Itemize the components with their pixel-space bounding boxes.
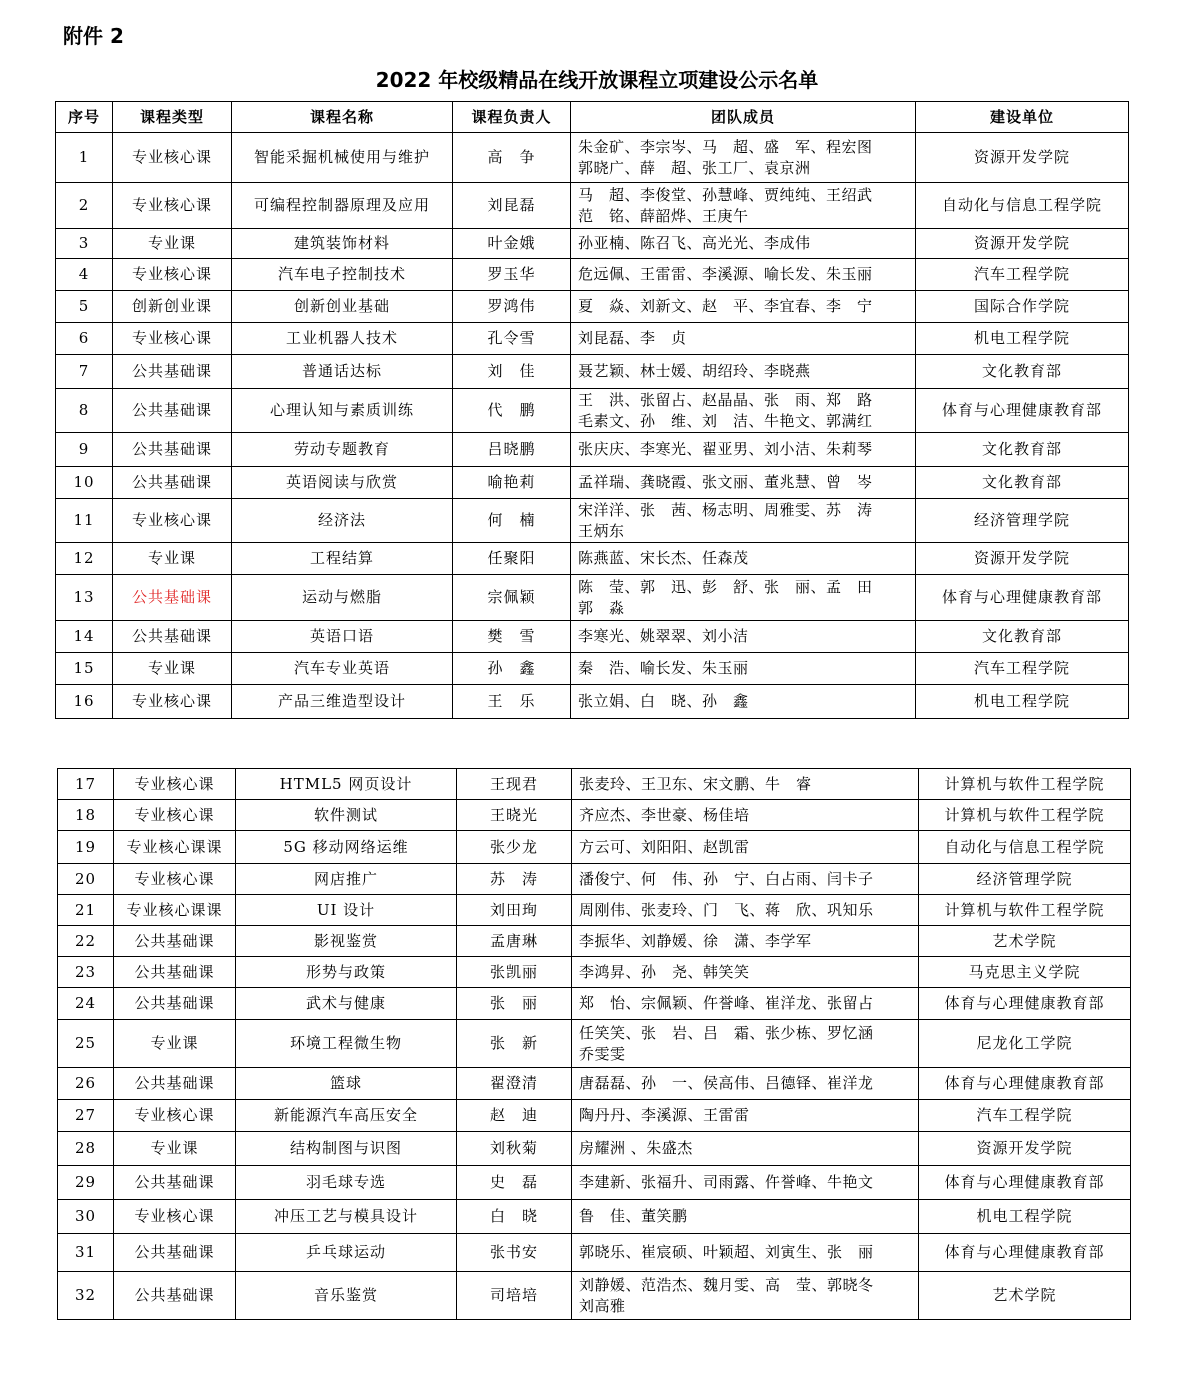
cell-type: 公共基础课 bbox=[114, 957, 236, 988]
cell-members bbox=[571, 499, 916, 543]
cell-course-name: 羽毛球专选 bbox=[236, 1166, 457, 1200]
cell-no: 10 bbox=[56, 467, 113, 499]
cell-leader: 吕晓鹏 bbox=[453, 433, 571, 467]
member-line: 郭晓乐、崔宸硕、叶颖超、刘寅生、张 丽 bbox=[579, 1243, 874, 1261]
cell-course-name: 影视鉴赏 bbox=[236, 926, 457, 957]
cell-course-name: 篮球 bbox=[236, 1068, 457, 1100]
table-row bbox=[58, 1100, 1131, 1132]
cell-members bbox=[572, 1068, 919, 1100]
cell-unit: 机电工程学院 bbox=[916, 685, 1129, 719]
member-line: 郑 怡、宗佩颖、仵誉峰、崔洋龙、张留占 bbox=[579, 994, 874, 1012]
cell-course-name: 乒乓球运动 bbox=[236, 1234, 457, 1272]
cell-members bbox=[571, 133, 916, 183]
cell-leader: 叶金娥 bbox=[453, 229, 571, 259]
cell-unit: 艺术学院 bbox=[919, 926, 1131, 957]
member-line: 张立娟、白 晓、孙 鑫 bbox=[578, 692, 749, 710]
col-header-type: 课程类型 bbox=[113, 102, 232, 133]
cell-course-name: 网店推广 bbox=[236, 864, 457, 895]
cell-no: 8 bbox=[56, 389, 113, 433]
course-table-part-1 bbox=[55, 101, 1129, 719]
cell-no: 6 bbox=[56, 323, 113, 355]
table-row bbox=[56, 621, 1129, 653]
cell-course-name: 工程结算 bbox=[232, 543, 453, 575]
member-line: 孟祥瑞、龚晓霞、张文丽、董兆慧、曾 岑 bbox=[578, 473, 873, 491]
cell-course-name: 工业机器人技术 bbox=[232, 323, 453, 355]
table-row bbox=[56, 259, 1129, 291]
cell-members bbox=[571, 291, 916, 323]
cell-course-name: 武术与健康 bbox=[236, 988, 457, 1020]
cell-unit: 体育与心理健康教育部 bbox=[919, 1166, 1131, 1200]
cell-leader: 刘 佳 bbox=[453, 355, 571, 389]
cell-no: 16 bbox=[56, 685, 113, 719]
member-line: 李寒光、姚翠翠、刘小洁 bbox=[578, 627, 749, 645]
table-row bbox=[56, 133, 1129, 183]
cell-leader: 苏 涛 bbox=[457, 864, 572, 895]
cell-type: 专业核心课 bbox=[113, 685, 232, 719]
table-row bbox=[56, 685, 1129, 719]
member-line: 王炳东 bbox=[578, 521, 625, 540]
cell-unit: 文化教育部 bbox=[916, 433, 1129, 467]
cell-members bbox=[572, 1166, 919, 1200]
cell-leader: 刘秋菊 bbox=[457, 1132, 572, 1166]
table-row bbox=[58, 1272, 1131, 1320]
cell-type: 专业核心课 bbox=[114, 1200, 236, 1234]
cell-members bbox=[572, 926, 919, 957]
table-row bbox=[56, 389, 1129, 433]
member-line: 宋洋洋、张 茜、杨志明、周雅雯、苏 涛 bbox=[578, 500, 873, 519]
col-header-unit: 建设单位 bbox=[916, 102, 1129, 133]
cell-members bbox=[572, 988, 919, 1020]
cell-course-name: 英语口语 bbox=[232, 621, 453, 653]
cell-no: 18 bbox=[58, 800, 114, 831]
member-line: 秦 浩、喻长发、朱玉丽 bbox=[578, 659, 749, 677]
cell-type: 专业核心课课 bbox=[114, 895, 236, 926]
member-line: 任笑笑、张 岩、吕 霜、张少栋、罗忆涵 bbox=[579, 1023, 874, 1042]
cell-leader: 罗鸿伟 bbox=[453, 291, 571, 323]
cell-no: 11 bbox=[56, 499, 113, 543]
cell-members bbox=[571, 433, 916, 467]
page-title: 2022 年校级精品在线开放课程立项建设公示名单 bbox=[375, 68, 819, 92]
col-header-members: 团队成员 bbox=[571, 102, 916, 133]
member-line: 毛素文、孙 维、刘 洁、牛艳文、郭满红 bbox=[578, 411, 873, 430]
cell-course-name: 劳动专题教育 bbox=[232, 433, 453, 467]
cell-type: 专业核心课 bbox=[113, 183, 232, 229]
table-row bbox=[58, 800, 1131, 831]
table-row bbox=[56, 499, 1129, 543]
cell-leader: 孟唐琳 bbox=[457, 926, 572, 957]
cell-no: 31 bbox=[58, 1234, 114, 1272]
table-row bbox=[56, 355, 1129, 389]
cell-type: 创新创业课 bbox=[113, 291, 232, 323]
col-header-no: 序号 bbox=[56, 102, 113, 133]
cell-type: 公共基础课 bbox=[113, 433, 232, 467]
cell-course-name: 软件测试 bbox=[236, 800, 457, 831]
table-row bbox=[56, 433, 1129, 467]
cell-no: 25 bbox=[58, 1020, 114, 1068]
cell-no: 28 bbox=[58, 1132, 114, 1166]
cell-leader: 樊 雪 bbox=[453, 621, 571, 653]
cell-unit: 马克思主义学院 bbox=[919, 957, 1131, 988]
table-row bbox=[58, 864, 1131, 895]
cell-unit: 自动化与信息工程学院 bbox=[916, 183, 1129, 229]
cell-members bbox=[571, 653, 916, 685]
cell-members bbox=[571, 259, 916, 291]
cell-type: 专业核心课课 bbox=[114, 831, 236, 864]
cell-course-name: UI 设计 bbox=[236, 895, 457, 926]
cell-course-name: 智能采掘机械使用与维护 bbox=[232, 133, 453, 183]
cell-no: 27 bbox=[58, 1100, 114, 1132]
cell-type: 公共基础课 bbox=[114, 1068, 236, 1100]
member-line: 陶丹丹、李溪源、王雷雷 bbox=[579, 1106, 750, 1124]
cell-unit: 文化教育部 bbox=[916, 621, 1129, 653]
cell-leader: 张凯丽 bbox=[457, 957, 572, 988]
cell-leader: 任聚阳 bbox=[453, 543, 571, 575]
cell-no: 30 bbox=[58, 1200, 114, 1234]
cell-leader: 孔令雪 bbox=[453, 323, 571, 355]
cell-unit: 经济管理学院 bbox=[916, 499, 1129, 543]
cell-leader: 司培培 bbox=[457, 1272, 572, 1320]
cell-leader: 孙 鑫 bbox=[453, 653, 571, 685]
cell-unit: 国际合作学院 bbox=[916, 291, 1129, 323]
table-row bbox=[58, 895, 1131, 926]
table-row bbox=[58, 1234, 1131, 1272]
cell-members bbox=[571, 323, 916, 355]
col-header-name: 课程名称 bbox=[232, 102, 453, 133]
cell-type: 专业课 bbox=[114, 1132, 236, 1166]
cell-unit: 体育与心理健康教育部 bbox=[916, 575, 1129, 621]
cell-no: 26 bbox=[58, 1068, 114, 1100]
cell-type: 专业课 bbox=[113, 653, 232, 685]
member-line: 孙亚楠、陈召飞、高光光、李成伟 bbox=[578, 234, 811, 252]
table-row bbox=[58, 1166, 1131, 1200]
member-line: 陈 莹、郭 迅、彭 舒、张 丽、孟 田 bbox=[578, 577, 873, 596]
cell-no: 29 bbox=[58, 1166, 114, 1200]
cell-leader: 张 新 bbox=[457, 1020, 572, 1068]
member-line: 危远佩、王雷雷、李溪源、喻长发、朱玉丽 bbox=[578, 265, 873, 283]
cell-no: 9 bbox=[56, 433, 113, 467]
cell-type: 公共基础课 bbox=[114, 1272, 236, 1320]
table-row bbox=[58, 957, 1131, 988]
cell-members bbox=[572, 769, 919, 800]
table-row bbox=[56, 291, 1129, 323]
cell-course-name: 环境工程微生物 bbox=[236, 1020, 457, 1068]
cell-leader: 刘田珣 bbox=[457, 895, 572, 926]
member-line: 乔雯雯 bbox=[579, 1044, 626, 1063]
member-line: 刘高雅 bbox=[579, 1296, 626, 1315]
member-line: 夏 焱、刘新文、赵 平、李宜春、李 宁 bbox=[578, 297, 873, 315]
cell-leader: 王 乐 bbox=[453, 685, 571, 719]
cell-type: 公共基础课 bbox=[113, 575, 232, 621]
table-row bbox=[58, 831, 1131, 864]
cell-course-name: HTML5 网页设计 bbox=[236, 769, 457, 800]
member-line: 王 洪、张留占、赵晶晶、张 雨、郑 路 bbox=[578, 390, 873, 409]
cell-unit: 汽车工程学院 bbox=[916, 259, 1129, 291]
table-row bbox=[58, 1068, 1131, 1100]
cell-unit: 计算机与软件工程学院 bbox=[919, 769, 1131, 800]
cell-unit: 体育与心理健康教育部 bbox=[916, 389, 1129, 433]
cell-members bbox=[571, 685, 916, 719]
cell-no: 5 bbox=[56, 291, 113, 323]
member-line: 齐应杰、李世豪、杨佳培 bbox=[579, 805, 750, 824]
cell-members bbox=[572, 864, 919, 895]
cell-unit: 经济管理学院 bbox=[919, 864, 1131, 895]
cell-type: 公共基础课 bbox=[113, 389, 232, 433]
cell-no: 13 bbox=[56, 575, 113, 621]
table-row bbox=[56, 467, 1129, 499]
table-row bbox=[56, 229, 1129, 259]
cell-no: 3 bbox=[56, 229, 113, 259]
member-line: 马 超、李俊堂、孙慧峰、贾纯纯、王绍武 bbox=[578, 185, 873, 204]
course-table-part-2 bbox=[57, 768, 1131, 1320]
cell-no: 2 bbox=[56, 183, 113, 229]
table-row bbox=[56, 653, 1129, 685]
cell-no: 32 bbox=[58, 1272, 114, 1320]
cell-members bbox=[571, 621, 916, 653]
cell-unit: 汽车工程学院 bbox=[919, 1100, 1131, 1132]
cell-unit: 资源开发学院 bbox=[916, 133, 1129, 183]
member-line: 聂艺颖、林士媛、胡绍玲、李晓燕 bbox=[578, 362, 811, 380]
cell-leader: 罗玉华 bbox=[453, 259, 571, 291]
cell-leader: 王晓光 bbox=[457, 800, 572, 831]
cell-type: 公共基础课 bbox=[114, 1234, 236, 1272]
cell-no: 15 bbox=[56, 653, 113, 685]
cell-unit: 艺术学院 bbox=[919, 1272, 1131, 1320]
table-row bbox=[56, 323, 1129, 355]
member-line: 李鸿昇、孙 尧、韩笑笑 bbox=[579, 962, 750, 981]
cell-unit: 资源开发学院 bbox=[916, 543, 1129, 575]
cell-no: 12 bbox=[56, 543, 113, 575]
cell-leader: 白 晓 bbox=[457, 1200, 572, 1234]
cell-course-name: 音乐鉴赏 bbox=[236, 1272, 457, 1320]
member-line: 周刚伟、张麦玲、门 飞、蒋 欣、巩知乐 bbox=[579, 900, 874, 919]
cell-members bbox=[572, 1100, 919, 1132]
table-header-row bbox=[56, 102, 1129, 133]
cell-course-name: 英语阅读与欣赏 bbox=[232, 467, 453, 499]
cell-members bbox=[571, 543, 916, 575]
cell-members bbox=[572, 1272, 919, 1320]
cell-type: 公共基础课 bbox=[113, 467, 232, 499]
cell-course-name: 普通话达标 bbox=[232, 355, 453, 389]
cell-leader: 代 鹏 bbox=[453, 389, 571, 433]
cell-no: 24 bbox=[58, 988, 114, 1020]
cell-course-name: 建筑装饰材料 bbox=[232, 229, 453, 259]
cell-course-name: 汽车专业英语 bbox=[232, 653, 453, 685]
cell-unit: 资源开发学院 bbox=[919, 1132, 1131, 1166]
cell-type: 专业核心课 bbox=[114, 864, 236, 895]
table-row bbox=[58, 988, 1131, 1020]
cell-course-name: 形势与政策 bbox=[236, 957, 457, 988]
cell-members bbox=[572, 831, 919, 864]
cell-unit: 机电工程学院 bbox=[919, 1200, 1131, 1234]
cell-members bbox=[571, 229, 916, 259]
member-line: 郭 淼 bbox=[578, 598, 625, 617]
cell-unit: 体育与心理健康教育部 bbox=[919, 1068, 1131, 1100]
cell-type: 公共基础课 bbox=[114, 926, 236, 957]
cell-type: 专业核心课 bbox=[113, 259, 232, 291]
member-line: 房耀洲 、朱盛杰 bbox=[579, 1139, 693, 1157]
cell-course-name: 5G 移动网络运维 bbox=[236, 831, 457, 864]
cell-members bbox=[571, 389, 916, 433]
cell-no: 17 bbox=[58, 769, 114, 800]
table-row bbox=[58, 1020, 1131, 1068]
cell-no: 4 bbox=[56, 259, 113, 291]
member-line: 陈燕蓝、宋长杰、任森茂 bbox=[578, 549, 749, 567]
member-line: 张麦玲、王卫东、宋文鹏、牛 睿 bbox=[579, 774, 812, 793]
cell-members bbox=[572, 800, 919, 831]
cell-members bbox=[572, 1020, 919, 1068]
cell-course-name: 新能源汽车高压安全 bbox=[236, 1100, 457, 1132]
cell-type: 专业核心课 bbox=[113, 323, 232, 355]
cell-members bbox=[571, 183, 916, 229]
table-row bbox=[56, 543, 1129, 575]
cell-leader: 张 丽 bbox=[457, 988, 572, 1020]
cell-leader: 张书安 bbox=[457, 1234, 572, 1272]
cell-unit: 资源开发学院 bbox=[916, 229, 1129, 259]
member-line: 张庆庆、李寒光、翟亚男、刘小洁、朱莉琴 bbox=[578, 440, 873, 458]
cell-leader: 刘昆磊 bbox=[453, 183, 571, 229]
member-line: 潘俊宁、何 伟、孙 宁、白占雨、闫卡子 bbox=[579, 869, 874, 888]
cell-members bbox=[571, 575, 916, 621]
cell-course-name: 冲压工艺与模具设计 bbox=[236, 1200, 457, 1234]
cell-course-name: 可编程控制器原理及应用 bbox=[232, 183, 453, 229]
cell-type: 专业课 bbox=[113, 543, 232, 575]
cell-no: 20 bbox=[58, 864, 114, 895]
table-row bbox=[56, 183, 1129, 229]
cell-type: 公共基础课 bbox=[113, 621, 232, 653]
cell-members bbox=[572, 1234, 919, 1272]
member-line: 刘静媛、范浩杰、魏月雯、高 莹、郭晓冬 bbox=[579, 1275, 874, 1294]
cell-type: 公共基础课 bbox=[114, 1166, 236, 1200]
attachment-label: 附件 2 bbox=[63, 24, 124, 48]
col-header-leader: 课程负责人 bbox=[453, 102, 571, 133]
member-line: 郭晓广、薛 超、张工厂、袁京洲 bbox=[578, 158, 811, 177]
cell-unit: 计算机与软件工程学院 bbox=[919, 895, 1131, 926]
cell-type: 专业课 bbox=[113, 229, 232, 259]
table-row bbox=[56, 575, 1129, 621]
cell-type: 专业核心课 bbox=[114, 769, 236, 800]
cell-members bbox=[572, 895, 919, 926]
cell-course-name: 结构制图与识图 bbox=[236, 1132, 457, 1166]
cell-no: 7 bbox=[56, 355, 113, 389]
cell-type: 公共基础课 bbox=[114, 988, 236, 1020]
cell-unit: 汽车工程学院 bbox=[916, 653, 1129, 685]
cell-unit: 计算机与软件工程学院 bbox=[919, 800, 1131, 831]
member-line: 范 铭、薛韶烨、王庚午 bbox=[578, 206, 749, 225]
table-row bbox=[58, 1132, 1131, 1166]
member-line: 唐磊磊、孙 一、侯高伟、吕德铎、崔洋龙 bbox=[579, 1074, 874, 1092]
cell-unit: 机电工程学院 bbox=[916, 323, 1129, 355]
member-line: 鲁 佳、董笑鹏 bbox=[579, 1207, 688, 1225]
cell-type: 专业核心课 bbox=[114, 800, 236, 831]
cell-leader: 张少龙 bbox=[457, 831, 572, 864]
member-line: 李建新、张福升、司雨露、仵誉峰、牛艳文 bbox=[579, 1173, 874, 1191]
cell-no: 23 bbox=[58, 957, 114, 988]
cell-unit: 体育与心理健康教育部 bbox=[919, 1234, 1131, 1272]
table-row bbox=[58, 1200, 1131, 1234]
cell-course-name: 心理认知与素质训练 bbox=[232, 389, 453, 433]
table-row bbox=[58, 769, 1131, 800]
cell-members bbox=[571, 467, 916, 499]
cell-type: 专业核心课 bbox=[113, 499, 232, 543]
cell-leader: 赵 迪 bbox=[457, 1100, 572, 1132]
cell-leader: 史 磊 bbox=[457, 1166, 572, 1200]
member-line: 朱金矿、李宗岑、马 超、盛 军、程宏图 bbox=[578, 137, 873, 156]
cell-type: 专业核心课 bbox=[114, 1100, 236, 1132]
member-line: 李振华、刘静媛、徐 潇、李学军 bbox=[579, 931, 812, 950]
cell-no: 14 bbox=[56, 621, 113, 653]
cell-course-name: 汽车电子控制技术 bbox=[232, 259, 453, 291]
cell-leader: 翟澄清 bbox=[457, 1068, 572, 1100]
cell-type: 公共基础课 bbox=[113, 355, 232, 389]
cell-unit: 体育与心理健康教育部 bbox=[919, 988, 1131, 1020]
cell-no: 22 bbox=[58, 926, 114, 957]
cell-leader: 王现君 bbox=[457, 769, 572, 800]
cell-type: 专业核心课 bbox=[113, 133, 232, 183]
cell-unit: 文化教育部 bbox=[916, 467, 1129, 499]
cell-no: 1 bbox=[56, 133, 113, 183]
cell-members bbox=[572, 1200, 919, 1234]
cell-unit: 自动化与信息工程学院 bbox=[919, 831, 1131, 864]
cell-course-name: 产品三维造型设计 bbox=[232, 685, 453, 719]
cell-members bbox=[572, 1132, 919, 1166]
member-line: 刘昆磊、李 贞 bbox=[578, 329, 687, 347]
cell-no: 21 bbox=[58, 895, 114, 926]
cell-unit: 尼龙化工学院 bbox=[919, 1020, 1131, 1068]
cell-no: 19 bbox=[58, 831, 114, 864]
cell-leader: 喻艳莉 bbox=[453, 467, 571, 499]
cell-unit: 文化教育部 bbox=[916, 355, 1129, 389]
cell-type: 专业课 bbox=[114, 1020, 236, 1068]
cell-course-name: 经济法 bbox=[232, 499, 453, 543]
cell-course-name: 运动与燃脂 bbox=[232, 575, 453, 621]
cell-leader: 何 楠 bbox=[453, 499, 571, 543]
cell-leader: 高 争 bbox=[453, 133, 571, 183]
cell-course-name: 创新创业基础 bbox=[232, 291, 453, 323]
cell-members bbox=[571, 355, 916, 389]
cell-members bbox=[572, 957, 919, 988]
member-line: 方云可、刘阳阳、赵凯雷 bbox=[579, 837, 750, 856]
cell-leader: 宗佩颖 bbox=[453, 575, 571, 621]
table-row bbox=[58, 926, 1131, 957]
